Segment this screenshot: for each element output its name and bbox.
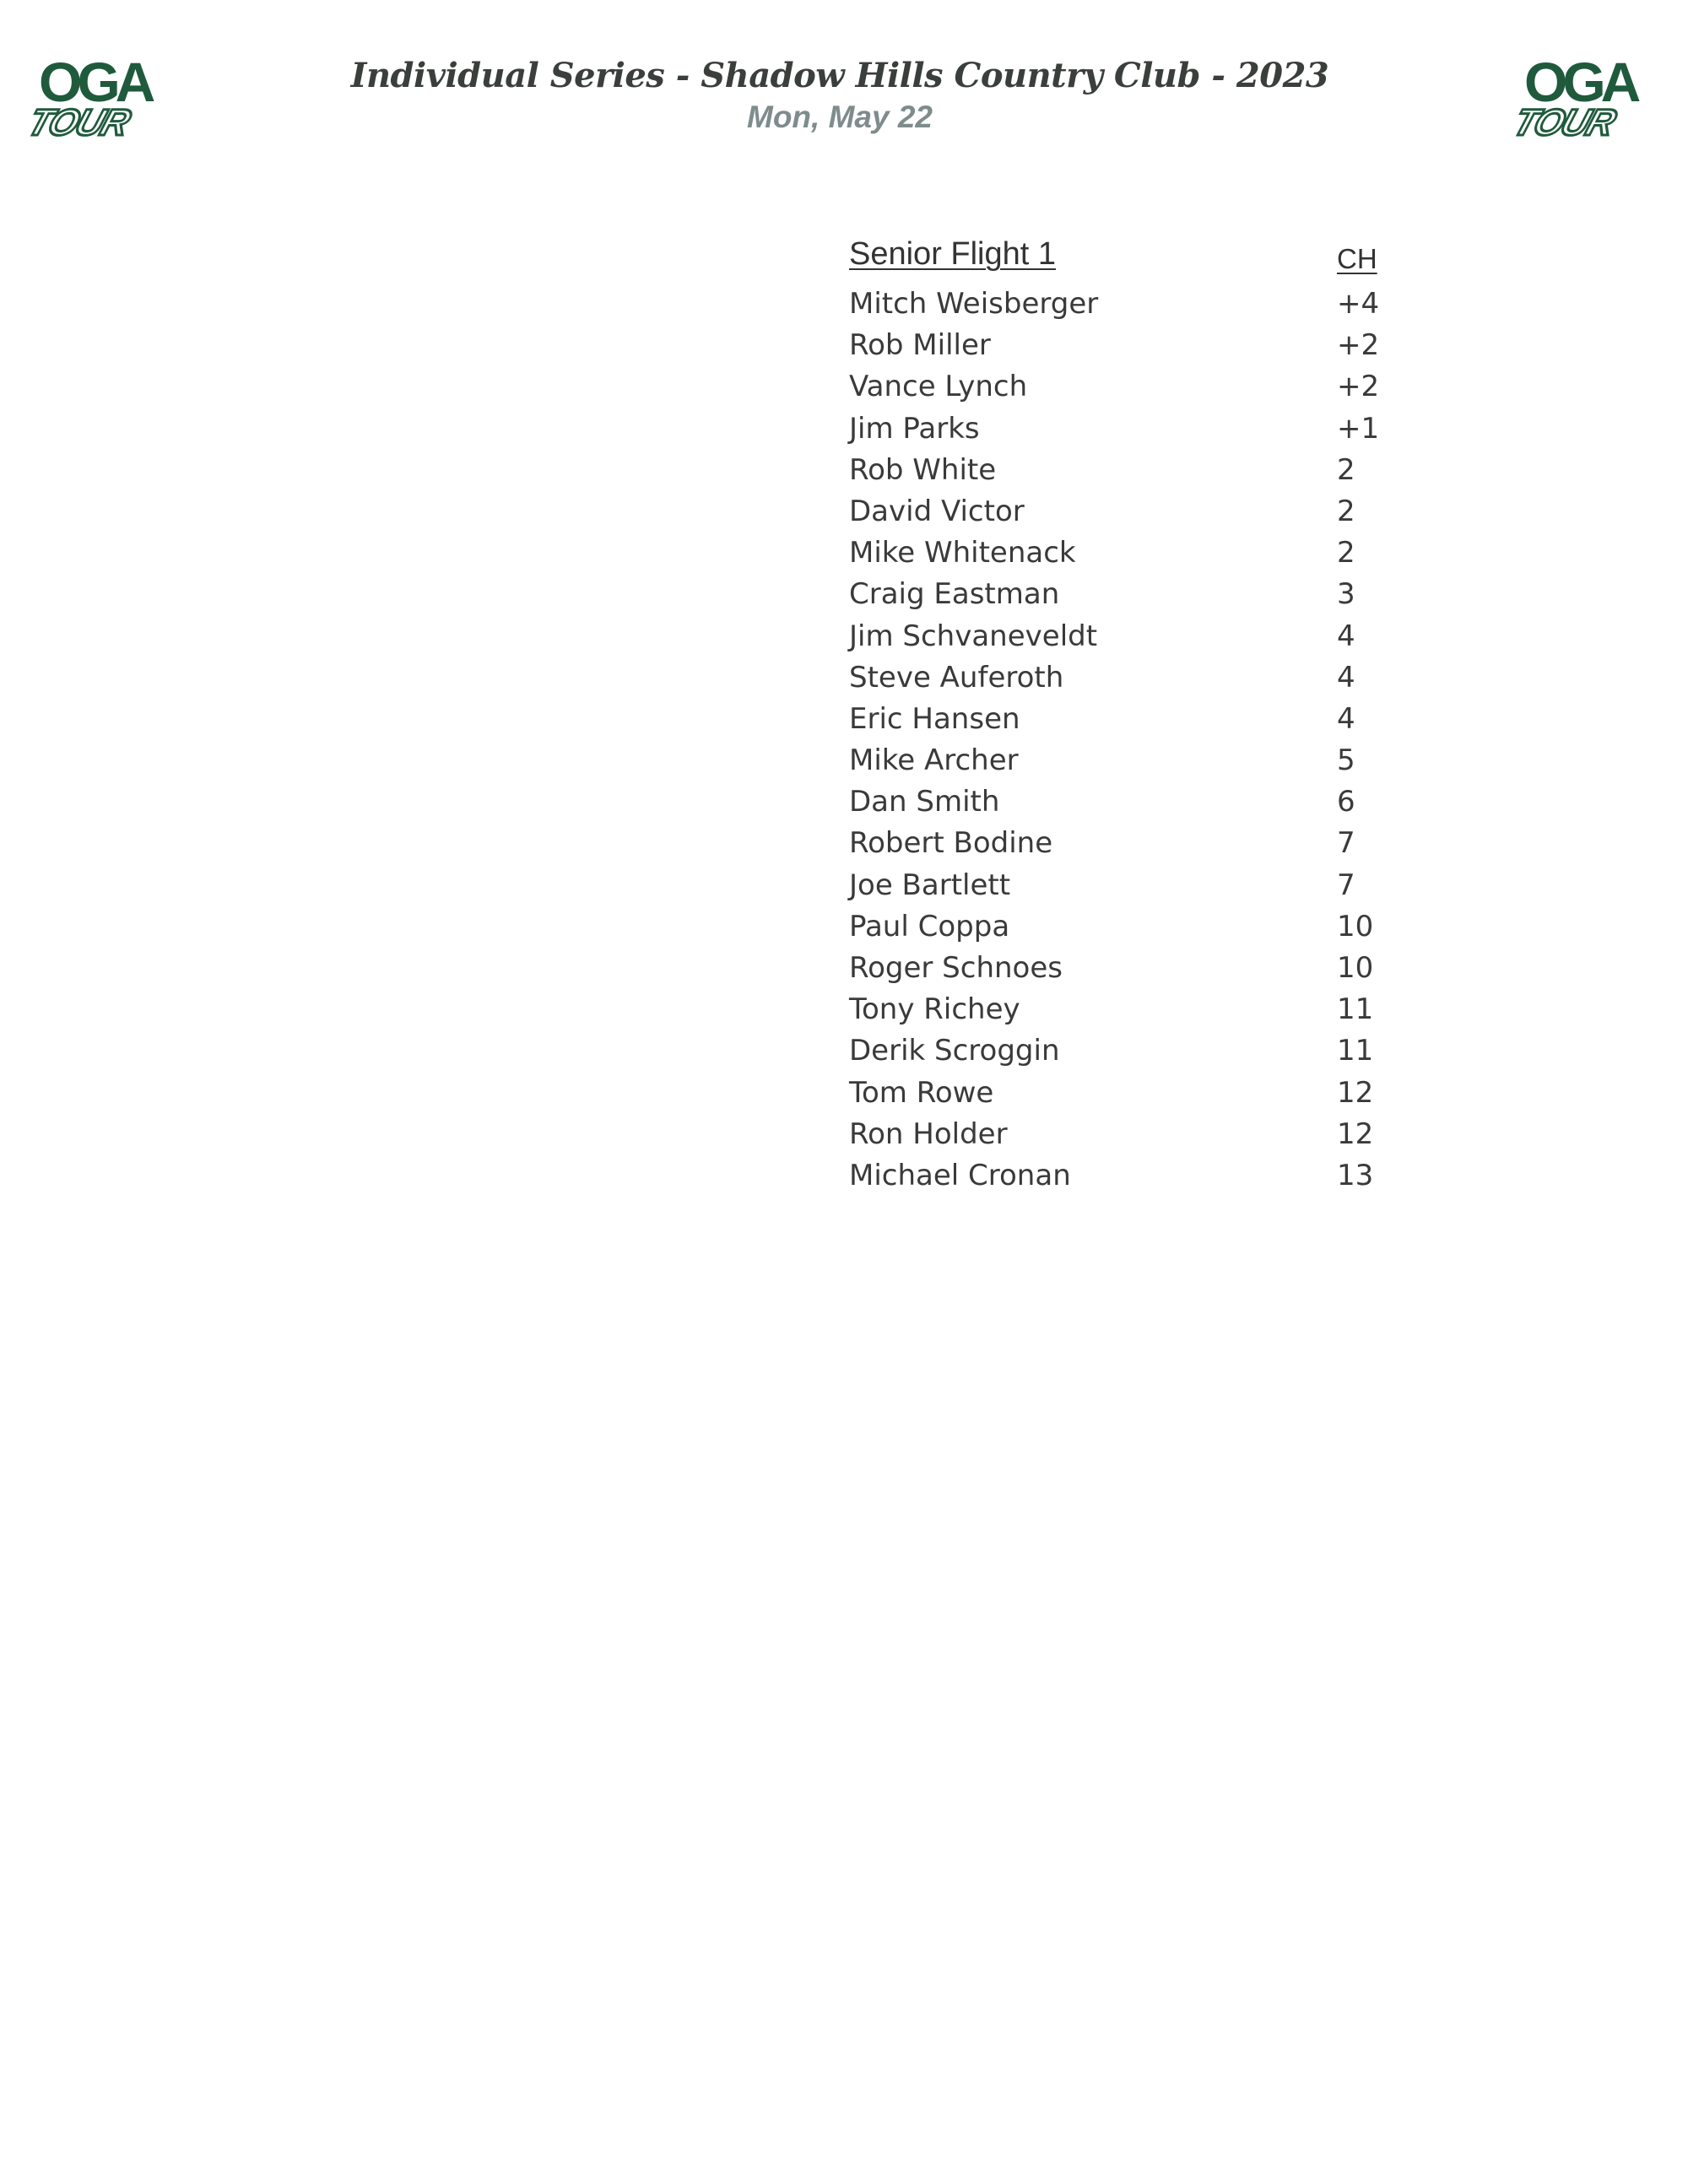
player-name: Mitch Weisberger bbox=[849, 287, 1099, 321]
logo-text-tour: TOUR bbox=[1507, 101, 1620, 143]
player-row bbox=[849, 532, 1440, 574]
player-name: Michael Cronan bbox=[849, 1158, 1071, 1192]
player-name: Steve Auferoth bbox=[849, 660, 1064, 695]
player-name: Eric Hansen bbox=[849, 701, 1020, 736]
player-course-handicap: +1 bbox=[1337, 411, 1380, 446]
player-course-handicap: 5 bbox=[1337, 743, 1355, 778]
player-row bbox=[849, 366, 1440, 408]
player-course-handicap: 7 bbox=[1337, 868, 1355, 902]
player-name: Joe Bartlett bbox=[849, 868, 1011, 902]
player-row bbox=[849, 1030, 1440, 1072]
flight-section bbox=[849, 236, 1440, 1197]
player-name: Mike Archer bbox=[849, 743, 1019, 778]
logo-text-tour: TOUR bbox=[22, 101, 134, 143]
player-row bbox=[849, 948, 1440, 989]
player-name: Rob Miller bbox=[849, 328, 991, 363]
player-row bbox=[849, 989, 1440, 1030]
player-row bbox=[849, 1073, 1440, 1114]
player-course-handicap: 10 bbox=[1337, 951, 1374, 985]
player-row bbox=[849, 699, 1440, 740]
player-row bbox=[849, 325, 1440, 366]
player-row bbox=[849, 408, 1440, 450]
player-course-handicap: 12 bbox=[1337, 1116, 1374, 1151]
player-course-handicap: 6 bbox=[1337, 785, 1355, 819]
player-name: Jim Parks bbox=[849, 411, 980, 446]
player-course-handicap: +2 bbox=[1337, 328, 1380, 363]
player-name: Ron Holder bbox=[849, 1116, 1008, 1151]
player-row bbox=[849, 740, 1440, 781]
player-name: Jim Schvaneveldt bbox=[849, 619, 1098, 653]
player-row bbox=[849, 1155, 1440, 1197]
player-row bbox=[849, 657, 1440, 699]
player-name: Derik Scroggin bbox=[849, 1034, 1060, 1068]
player-name: Robert Bodine bbox=[849, 826, 1053, 861]
flight-title: Senior Flight 1 bbox=[849, 236, 1057, 272]
player-row bbox=[849, 616, 1440, 657]
player-course-handicap: 3 bbox=[1337, 577, 1355, 612]
player-name: Paul Coppa bbox=[849, 909, 1010, 943]
player-name: Dan Smith bbox=[849, 785, 1000, 819]
player-course-handicap: 2 bbox=[1337, 452, 1355, 487]
player-course-handicap: 2 bbox=[1337, 494, 1355, 528]
player-row bbox=[849, 450, 1440, 491]
player-name: Tony Richey bbox=[849, 992, 1020, 1027]
player-row bbox=[849, 865, 1440, 906]
player-course-handicap: 10 bbox=[1337, 909, 1374, 943]
player-course-handicap: 4 bbox=[1337, 619, 1355, 653]
player-course-handicap: 2 bbox=[1337, 536, 1355, 570]
player-row bbox=[849, 574, 1440, 615]
player-name: Tom Rowe bbox=[849, 1075, 994, 1110]
player-course-handicap: 13 bbox=[1337, 1158, 1374, 1192]
player-list bbox=[849, 284, 1440, 1197]
player-course-handicap: 12 bbox=[1337, 1075, 1374, 1110]
player-row bbox=[849, 781, 1440, 823]
logo-text-oga: OGA bbox=[39, 51, 151, 113]
course-handicap-header: CH bbox=[1337, 243, 1377, 274]
player-course-handicap: +4 bbox=[1337, 287, 1380, 321]
logo-text-oga: OGA bbox=[1524, 51, 1637, 113]
player-course-handicap: 4 bbox=[1337, 660, 1355, 695]
flight-header bbox=[849, 236, 1440, 284]
event-date: Mon, May 22 bbox=[747, 100, 933, 134]
player-row bbox=[849, 823, 1440, 864]
player-row bbox=[849, 1114, 1440, 1155]
player-course-handicap: 4 bbox=[1337, 701, 1355, 736]
player-course-handicap: 11 bbox=[1337, 992, 1374, 1027]
player-name: Rob White bbox=[849, 452, 997, 487]
player-name: Mike Whitenack bbox=[849, 536, 1076, 570]
player-name: Roger Schnoes bbox=[849, 951, 1063, 985]
player-name: Craig Eastman bbox=[849, 577, 1060, 612]
player-name: Vance Lynch bbox=[849, 370, 1028, 404]
player-course-handicap: 7 bbox=[1337, 826, 1355, 861]
player-name: David Victor bbox=[849, 494, 1025, 528]
player-row bbox=[849, 906, 1440, 948]
player-row bbox=[849, 491, 1440, 532]
player-course-handicap: +2 bbox=[1337, 370, 1380, 404]
page-title: Individual Series - Shadow Hills Country Club - 2023 bbox=[350, 56, 1329, 95]
player-row bbox=[849, 284, 1440, 325]
player-course-handicap: 11 bbox=[1337, 1034, 1374, 1068]
